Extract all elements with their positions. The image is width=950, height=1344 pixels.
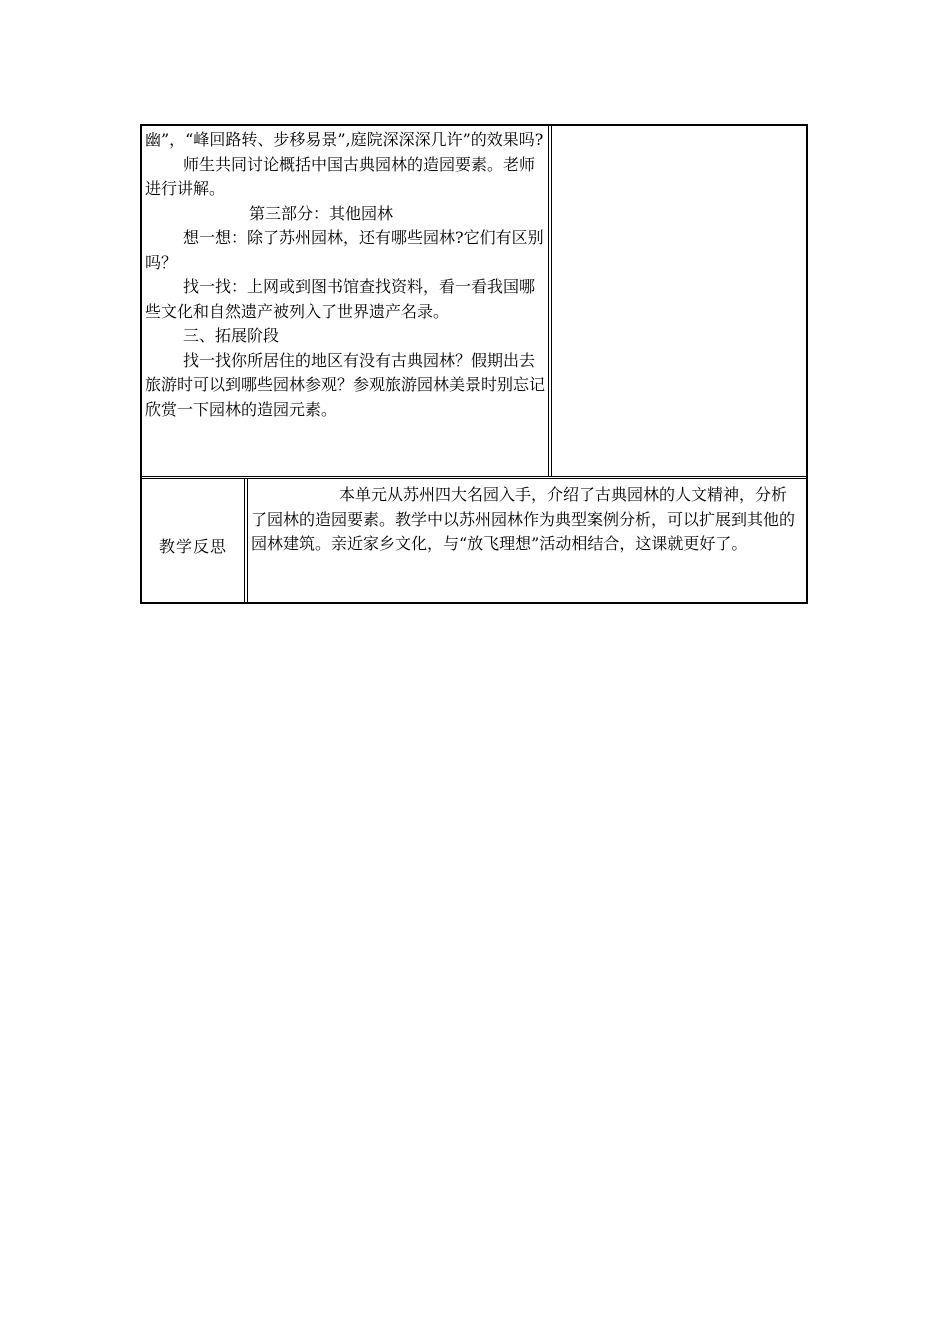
paragraph-garden-effect: 幽”，“峰回路转、步移易景”,庭院深深深几许”的效果吗?	[145, 130, 544, 149]
paragraph-find: 找一找：上网或到图书馆查找资料，看一看我国哪些文化和自然遗产被列入了世界遗产名录。	[145, 277, 536, 321]
reflection-label-cell	[142, 479, 245, 602]
teaching-process-cell	[142, 126, 549, 477]
paragraph-discussion: 师生共同讨论概括中国古典园林的造园要素。老师进行讲解。	[145, 154, 536, 198]
notes-cell	[551, 126, 806, 477]
paragraph-think: 想一想：除了苏州园林，还有哪些园林?它们有区别吗？	[145, 228, 544, 272]
paragraph-extension-task: 找一找你所居住的地区有没有古典园林？假期出去旅游时可以到哪些园林参观？参观旅游园林美景时别忘记欣赏一下园林的造园元素。	[145, 350, 546, 419]
reflection-label: 教学反思	[158, 537, 227, 556]
lesson-plan-table	[140, 124, 808, 604]
reflection-content-cell	[247, 479, 806, 602]
reflection-text: 本单元从苏州四大名园入手，介绍了古典园林的人文精神，分析了园林的造园要素。教学中以苏州园林作为典型案例分析，可以扩展到其他的园林建筑。亲近家乡文化，与“放飞理想”活动相结合，这课就更好了。	[251, 485, 796, 553]
section-heading-extension: 三、拓展阶段	[183, 326, 280, 345]
section-heading-other-gardens: 第三部分：其他园林	[249, 203, 394, 223]
